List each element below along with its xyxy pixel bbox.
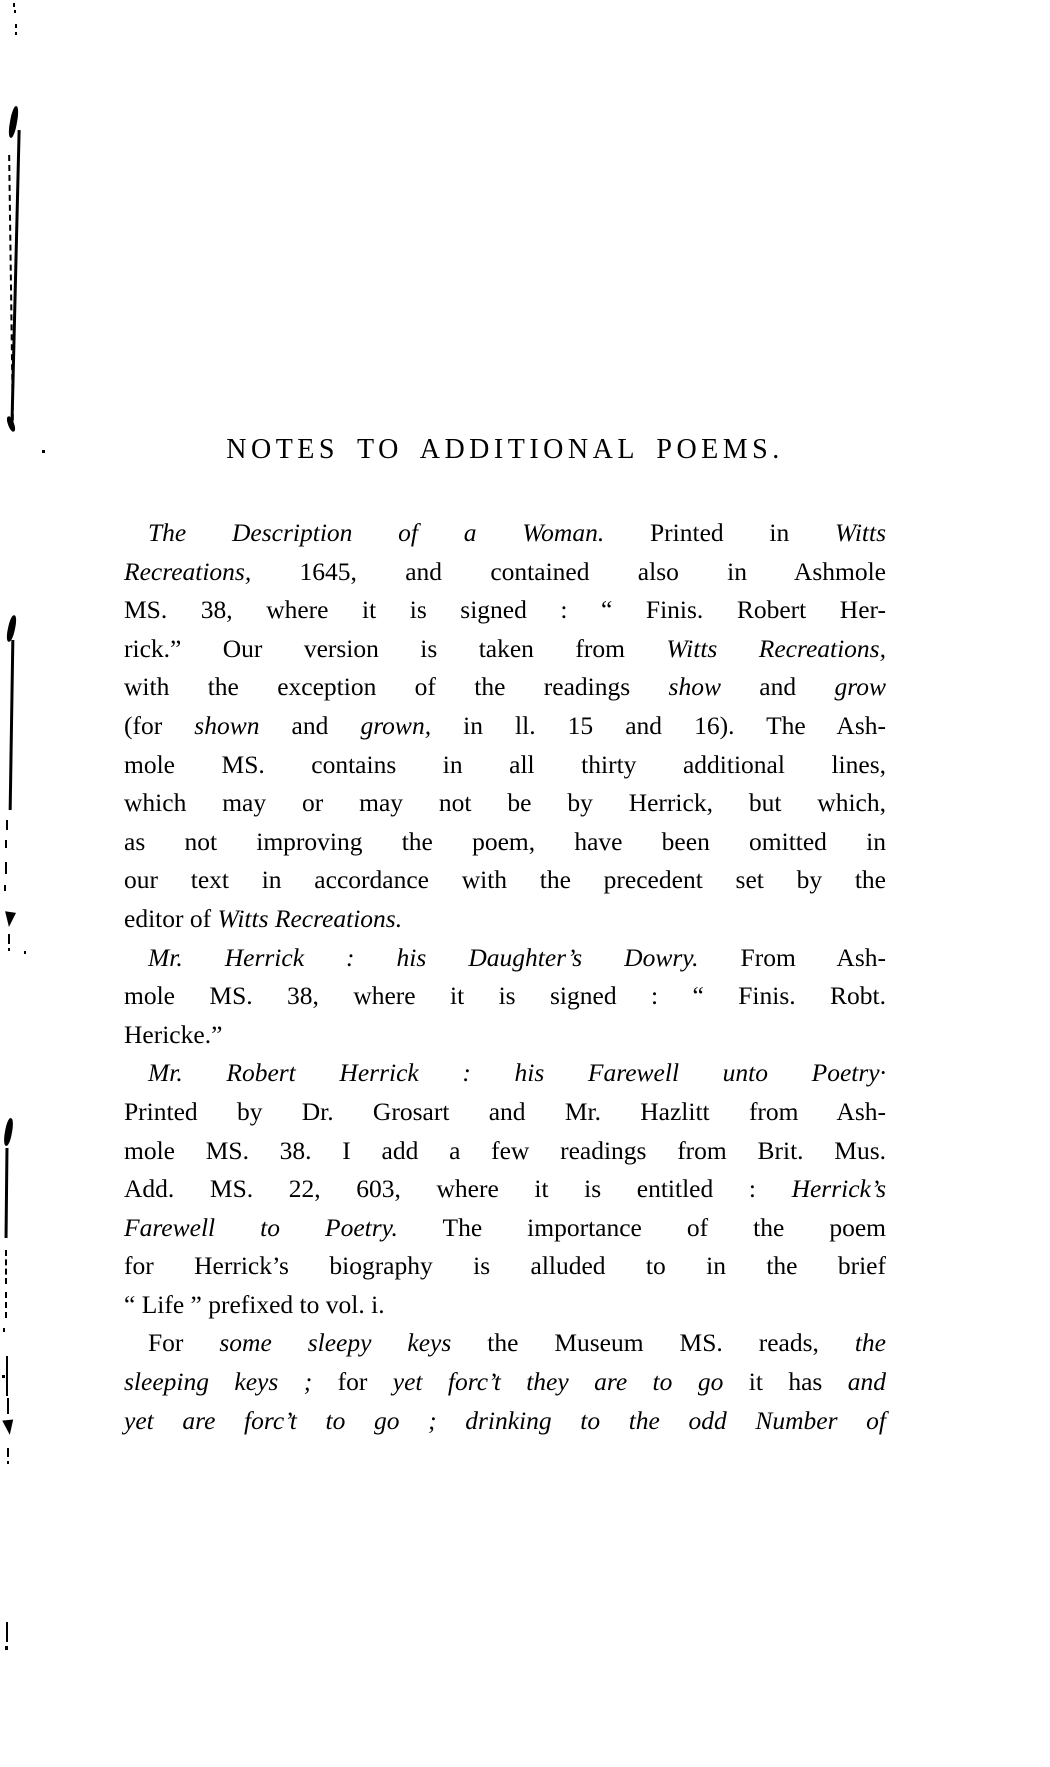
text-segment: Witts Recreations,	[666, 633, 886, 663]
text-line	[124, 591, 886, 630]
text-segment: Printed by Dr. Grosart and Mr. Hazlitt from Ash-	[124, 1096, 886, 1126]
text-segment: Mr. Robert Herrick : his Farewell unto Poetry·	[148, 1058, 886, 1088]
scan-speck	[5, 1646, 8, 1650]
text-segment: and	[259, 710, 361, 740]
text-segment: Farewell to Poetry.	[124, 1212, 398, 1242]
text-line	[124, 977, 886, 1016]
scan-line	[7, 1398, 9, 1414]
scan-dash	[5, 862, 7, 874]
text-segment: (for	[124, 710, 195, 740]
text-line	[124, 900, 886, 939]
text-line	[124, 1286, 886, 1325]
text-line	[124, 861, 886, 900]
text-segment: The importance of the poem	[397, 1212, 886, 1242]
text-segment: shown	[194, 710, 260, 740]
text-segment: as not improving the poem, have been omitted in	[124, 826, 886, 856]
text-segment: For	[148, 1328, 220, 1358]
scan-dash	[4, 885, 6, 891]
text-segment: which may or may not be by Herrick, but which,	[124, 788, 886, 818]
text-segment: Witts Recreations.	[217, 903, 403, 933]
text-segment: show	[668, 672, 721, 702]
scan-line	[5, 1148, 9, 1238]
scan-dashed-line	[5, 1250, 7, 1284]
text-block	[124, 514, 886, 1440]
text-line	[124, 668, 886, 707]
text-line	[124, 553, 886, 592]
text-segment: some sleepy keys	[219, 1328, 452, 1358]
scan-blob	[5, 615, 17, 643]
page-title: NOTES TO ADDITIONAL POEMS.	[226, 434, 784, 465]
text-segment: From Ash-	[698, 942, 887, 972]
text-line	[124, 784, 886, 823]
scan-arrowhead	[2, 1419, 15, 1435]
text-segment: yet are forc’t to go ; drinking to the odd Number of	[124, 1405, 886, 1435]
text-segment: the Museum MS. reads,	[451, 1328, 855, 1358]
text-segment: The Description of a Woman.	[148, 518, 605, 547]
text-line	[124, 630, 886, 669]
text-segment: sleeping keys ;	[124, 1367, 313, 1397]
scan-speck	[7, 1461, 9, 1464]
text-segment: mole MS. 38, where it is signed : “ Finis. Robt.	[124, 981, 886, 1011]
text-segment: the	[854, 1328, 886, 1358]
text-line	[124, 1363, 886, 1402]
text-segment: Herrick’s	[791, 1174, 886, 1204]
scan-blob	[3, 1118, 15, 1147]
text-line	[124, 1016, 886, 1055]
text-segment: it has	[723, 1367, 848, 1397]
scan-speck	[3, 1328, 5, 1332]
text-segment: MS. 38, where it is signed : “ Finis. Robert Her-	[124, 595, 886, 625]
text-segment: Mr. Herrick : his Daughter’s Dowry.	[148, 942, 699, 972]
scan-speck	[8, 948, 10, 951]
scan-line	[9, 640, 15, 810]
text-segment: with the exception of the readings	[124, 672, 669, 702]
text-segment: 1645, and contained also in Ashmole	[251, 556, 886, 586]
scan-line	[6, 1356, 8, 1396]
text-segment: editor of	[124, 903, 218, 933]
text-segment: Hericke.”	[124, 1019, 223, 1049]
text-line	[124, 939, 886, 978]
text-segment: Printed in	[604, 518, 835, 547]
text-segment: Witts	[835, 518, 887, 547]
scan-dashed-line	[5, 1292, 7, 1318]
text-line	[124, 746, 886, 785]
text-line	[124, 1170, 886, 1209]
text-line	[124, 1324, 886, 1363]
scan-dash	[7, 1448, 9, 1457]
scan-speck	[2, 1375, 5, 1378]
text-line	[124, 1402, 886, 1441]
text-line	[124, 1209, 886, 1248]
text-segment: and	[847, 1367, 886, 1397]
text-segment: rick.” Our version is taken from	[124, 633, 667, 663]
text-segment: in ll. 15 and 16). The Ash-	[431, 710, 886, 740]
text-segment: yet forc’t they are to go	[392, 1367, 724, 1397]
text-line	[124, 1093, 886, 1132]
scan-speck	[15, 24, 17, 28]
text-segment: and	[720, 672, 835, 702]
scan-speck	[13, 3, 15, 7]
text-segment: Add. MS. 22, 603, where it is entitled :	[124, 1174, 792, 1204]
text-line	[124, 823, 886, 862]
text-segment: for Herrick’s biography is alluded to in the brief	[124, 1251, 886, 1281]
text-segment: mole MS. 38. I add a few readings from Brit. Mus.	[124, 1135, 886, 1165]
scan-dash	[8, 934, 10, 944]
text-line	[124, 1054, 886, 1093]
scan-speck	[24, 951, 26, 954]
scan-speck	[15, 32, 17, 35]
text-segment: for	[312, 1367, 393, 1397]
text-line	[124, 1247, 886, 1286]
text-line	[124, 514, 886, 553]
scan-arrowhead	[3, 911, 16, 927]
text-segment: Recreations,	[124, 556, 252, 586]
scan-dash	[5, 840, 7, 848]
text-segment: mole MS. contains in all thirty additional lines,	[124, 749, 886, 779]
text-segment: “ Life ” prefixed to vol. i.	[124, 1289, 385, 1319]
scan-dash	[6, 820, 8, 830]
text-line	[124, 707, 886, 746]
scan-blob	[5, 415, 16, 432]
scan-speck	[14, 10, 16, 13]
text-line	[124, 1132, 886, 1171]
text-segment: grown,	[360, 710, 432, 740]
scan-line	[6, 1622, 8, 1642]
text-segment: grow	[834, 672, 886, 702]
scan-speck	[42, 450, 45, 453]
text-segment: our text in accordance with the precedent set by the	[124, 865, 886, 895]
